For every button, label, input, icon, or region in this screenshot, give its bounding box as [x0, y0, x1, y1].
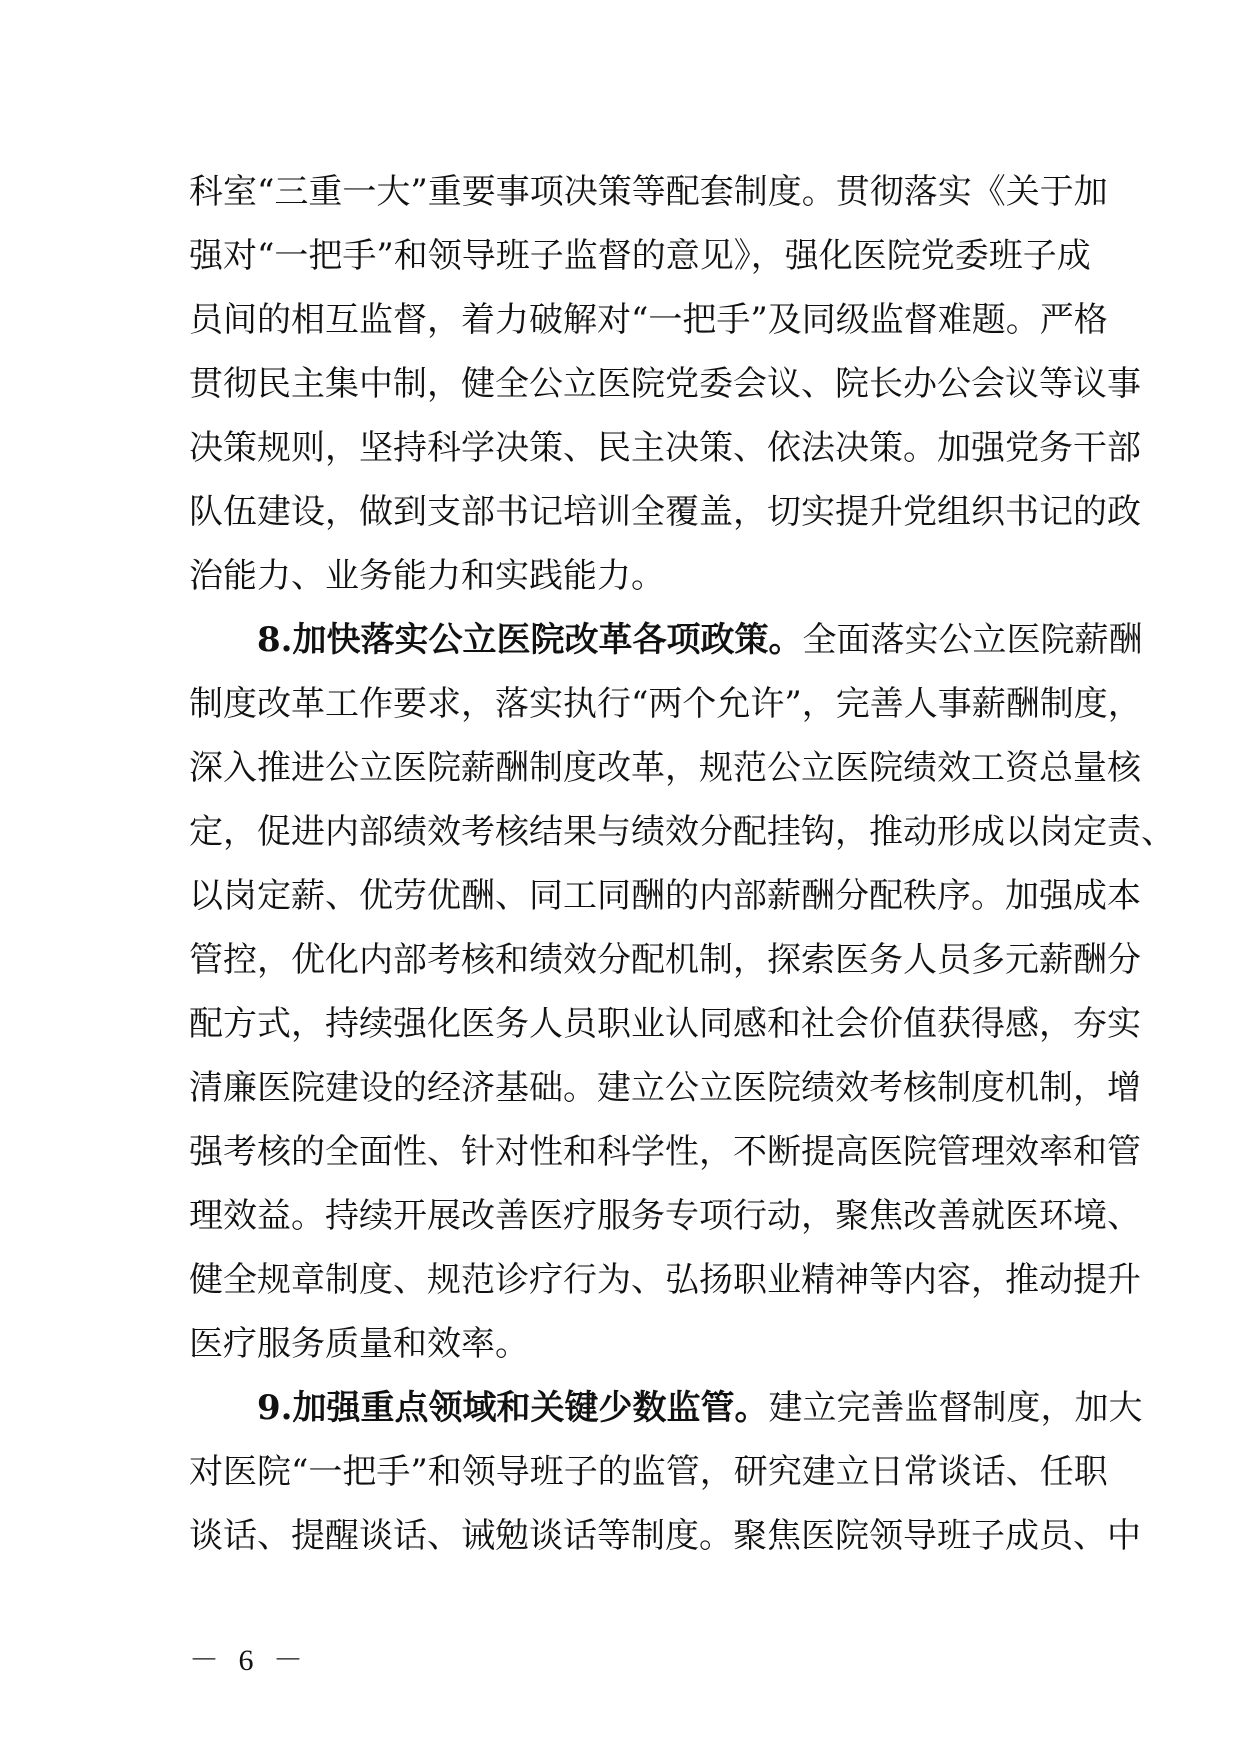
text-line: 以岗定薪、优劳优酬、同工同酬的内部薪酬分配秩序。加强成本	[189, 876, 1141, 916]
text-line: 治能力、业务能力和实践能力。	[189, 556, 665, 596]
page-number: － 6 －	[189, 1644, 309, 1677]
paragraph-first-line	[189, 1376, 1143, 1440]
text-line: 制度改革工作要求，落实执行“两个允许”，完善人事薪酬制度，	[189, 684, 1142, 724]
text-run: 全面落实公立医院薪酬	[802, 620, 1143, 660]
text-line: 医疗服务质量和效率。	[189, 1324, 529, 1364]
text-line: 清廉医院建设的经济基础。建立公立医院绩效考核制度机制，增	[189, 1068, 1141, 1108]
text-line: 科室“三重一大”重要事项决策等配套制度。贯彻落实《关于加	[189, 172, 1108, 212]
text-line: 定，促进内部绩效考核结果与绩效分配挂钩，推动形成以岗定责、	[189, 812, 1175, 852]
section-heading: 8.加快落实公立医院改革各项政策。	[257, 620, 803, 660]
paragraph-1	[189, 160, 1141, 608]
text-line: 贯彻民主集中制，健全公立医院党委会议、院长办公会议等议事	[189, 364, 1141, 404]
text-line: 决策规则，坚持科学决策、民主决策、依法决策。加强党务干部	[189, 428, 1141, 468]
section-heading: 9.加强重点领域和关键少数监管。	[257, 1388, 769, 1428]
paragraph-2	[189, 608, 1175, 1376]
text-line: 强对“一把手”和领导班子监督的意见》，强化医院党委班子成	[189, 236, 1091, 276]
text-line: 配方式，持续强化医务人员职业认同感和社会价值获得感，夯实	[189, 1004, 1141, 1044]
paragraph-first-line	[189, 608, 1143, 672]
text-line: 队伍建设，做到支部书记培训全覆盖，切实提升党组织书记的政	[189, 492, 1141, 532]
paragraph-3	[189, 1376, 1143, 1568]
text-line: 深入推进公立医院薪酬制度改革，规范公立医院绩效工资总量核	[189, 748, 1141, 788]
text-line: 谈话、提醒谈话、诫勉谈话等制度。聚焦医院领导班子成员、中	[189, 1516, 1141, 1556]
text-line: 理效益。持续开展改善医疗服务专项行动，聚焦改善就医环境、	[189, 1196, 1141, 1236]
text-line: 健全规章制度、规范诊疗行为、弘扬职业精神等内容，推动提升	[189, 1260, 1141, 1300]
text-line: 对医院“一把手”和领导班子的监管，研究建立日常谈话、任职	[189, 1452, 1108, 1492]
body-text	[189, 160, 1175, 1568]
text-run: 建立完善监督制度，加大	[768, 1388, 1143, 1428]
text-line: 管控，优化内部考核和绩效分配机制，探索医务人员多元薪酬分	[189, 940, 1141, 980]
text-line: 员间的相互监督，着力破解对“一把手”及同级监督难题。严格	[189, 300, 1108, 340]
text-line: 强考核的全面性、针对性和科学性，不断提高医院管理效率和管	[189, 1132, 1141, 1172]
